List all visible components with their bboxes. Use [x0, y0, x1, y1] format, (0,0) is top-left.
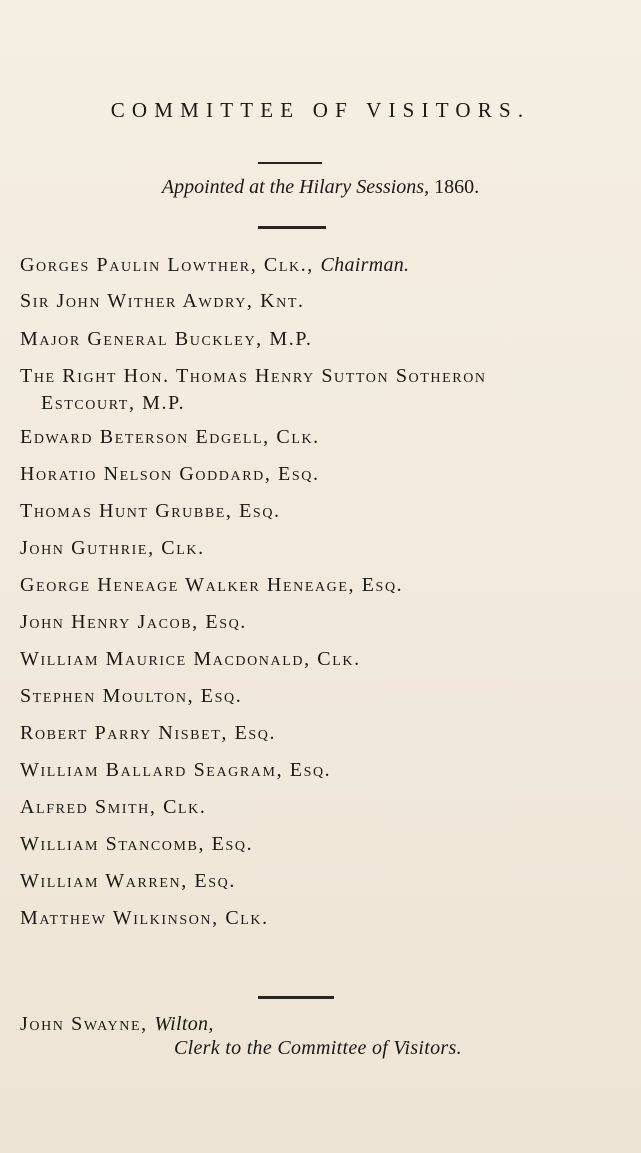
member-name: Thomas Hunt Grubbe, Esq. [20, 500, 281, 522]
member-name: Robert Parry Nisbet, Esq. [20, 722, 277, 744]
clerk-place: Wilton, [154, 1013, 214, 1035]
member-entry [20, 426, 320, 449]
member-entry [20, 611, 247, 634]
member-entry [20, 365, 487, 388]
member-name: William Warren, Esq. [20, 870, 236, 892]
member-entry [20, 796, 206, 819]
member-entry [20, 500, 281, 523]
member-entry [20, 833, 253, 856]
subtitle [0, 176, 641, 199]
member-entry [20, 537, 205, 560]
member-name: Horatio Nelson Goddard, Esq. [20, 463, 320, 485]
divider-rule [258, 226, 326, 229]
member-name: John Guthrie, Clk. [20, 537, 205, 559]
member-name: Major General Buckley, M.P. [20, 328, 313, 350]
member-name: Gorges Paulin Lowther, Clk., [20, 254, 314, 276]
member-entry [20, 722, 276, 745]
clerk-name: John Swayne, [20, 1013, 148, 1035]
member-entry-continuation [41, 392, 185, 415]
member-entry [20, 870, 236, 893]
member-name: Edward Beterson Edgell, Clk. [20, 426, 320, 448]
subtitle-text: Appointed at the Hilary Sessions, [161, 176, 430, 198]
clerk-title: Clerk to the Committee of Visitors. [174, 1037, 462, 1059]
member-name: Matthew Wilkinson, Clk. [20, 907, 269, 929]
member-name: George Heneage Walker Heneage, Esq. [20, 574, 404, 596]
divider-rule [258, 996, 334, 999]
member-name: The Right Hon. Thomas Henry Sutton Sotheron [20, 365, 487, 387]
member-name: William Stancomb, Esq. [20, 833, 254, 855]
page-title: COMMITTEE OF VISITORS. [110, 98, 531, 122]
member-entry [20, 574, 403, 597]
member-name: William Maurice Macdonald, Clk. [20, 648, 361, 670]
member-name: Stephen Moulton, Esq. [20, 685, 243, 707]
member-entry [20, 328, 312, 351]
member-entry [20, 290, 305, 313]
member-entry [20, 759, 331, 782]
member-role: Chairman. [320, 254, 410, 276]
member-name: William Ballard Seagram, Esq. [20, 759, 332, 781]
member-entry [20, 685, 242, 708]
member-name: Alfred Smith, Clk. [20, 796, 207, 818]
divider-rule [258, 162, 322, 164]
clerk-signature [20, 1013, 214, 1036]
member-name: Sir John Wither Awdry, Knt. [20, 290, 305, 312]
member-entry [20, 463, 320, 486]
member-name: Estcourt, M.P. [41, 392, 186, 414]
member-entry [20, 254, 409, 277]
member-entry [20, 907, 269, 930]
member-entry [20, 648, 361, 671]
member-name: John Henry Jacob, Esq. [20, 611, 247, 633]
subtitle-year: 1860. [434, 176, 480, 198]
